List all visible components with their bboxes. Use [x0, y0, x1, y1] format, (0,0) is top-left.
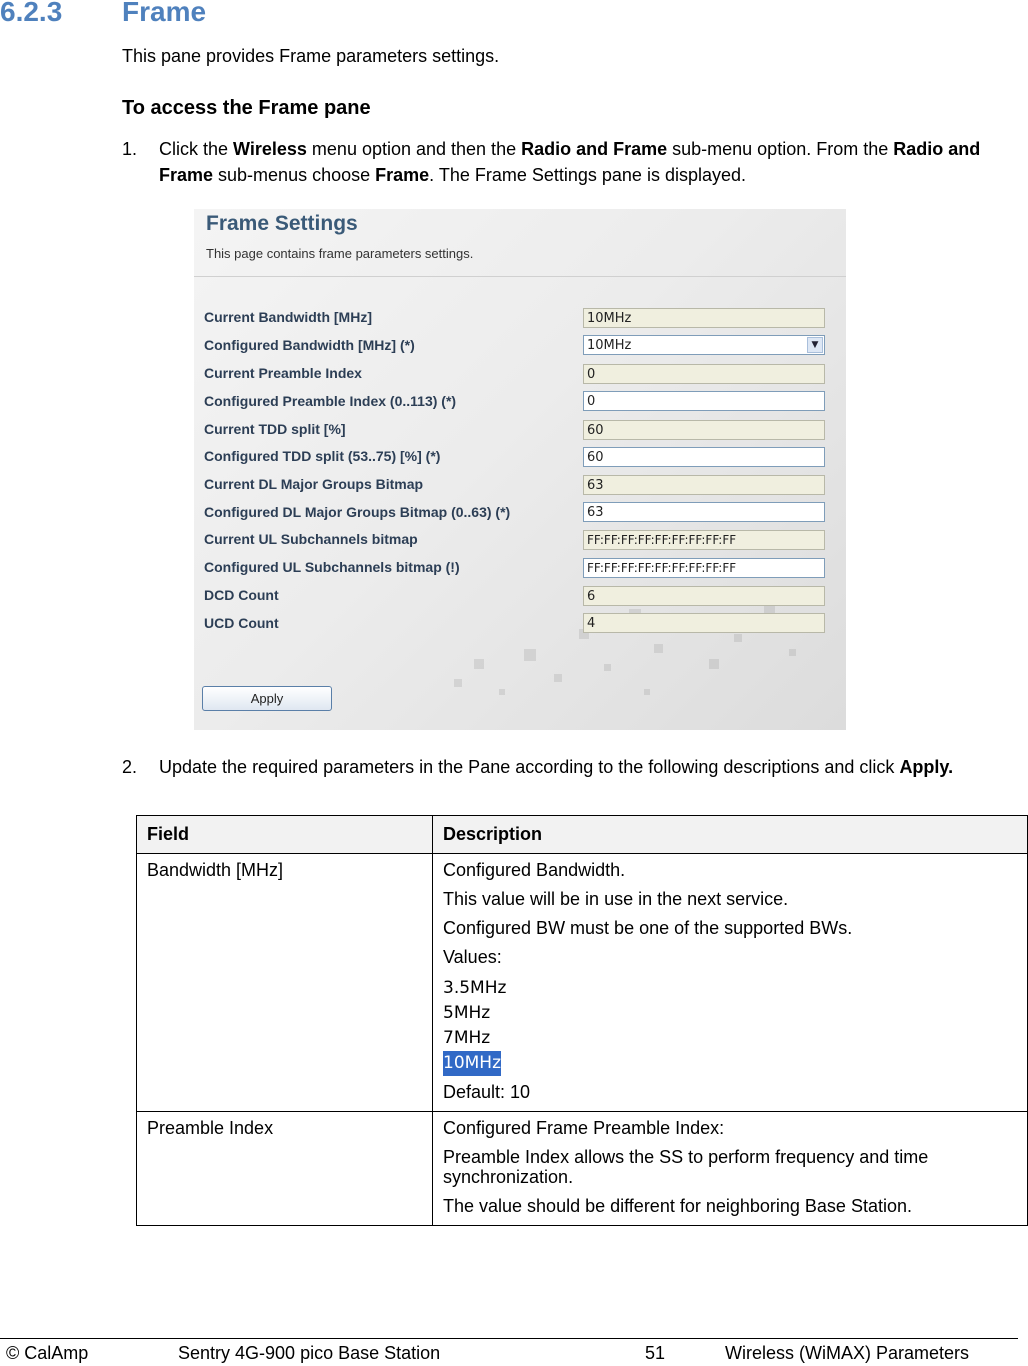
step-1 [122, 136, 1022, 188]
field-label: Configured Bandwidth [MHz] (*) [204, 337, 415, 353]
description-cell [433, 854, 1028, 1112]
parameters-table [136, 815, 1028, 1226]
procedure-heading: To access the Frame pane [122, 97, 371, 119]
field-label: Configured DL Major Groups Bitmap (0..63) (*) [204, 504, 511, 520]
table-row [137, 1112, 1028, 1226]
apply-button[interactable]: Apply [202, 686, 332, 711]
step-number: 2. [122, 757, 138, 777]
section-number: 6.2.3 [0, 0, 63, 27]
table-header-row [137, 816, 1028, 854]
configured-tdd-split-input[interactable]: 60 [583, 447, 825, 467]
header-field: Field [137, 816, 433, 854]
description-line: Configured BW must be one of the supported BWs. [443, 918, 853, 938]
bandwidth-values-list [443, 976, 1017, 1076]
configured-preamble-input[interactable]: 0 [583, 391, 825, 411]
description-line: Configured Frame Preamble Index: [443, 1118, 725, 1138]
description-line: The value should be different for neighboring Base Station. [443, 1196, 912, 1216]
frame-settings-screenshot [194, 209, 846, 730]
value-option: 5MHz [443, 1003, 491, 1023]
select-value: 10MHz [587, 338, 632, 353]
description-line: This value will be in use in the next service. [443, 889, 789, 909]
step-number: 1. [122, 139, 138, 159]
default-value: Default: 10 [443, 1082, 531, 1102]
step-1-text: Click the Wireless menu option and then the Radio and Frame sub-menu option. From the Radio and Frame sub-menus choose Frame. The Frame Settings pane is displayed. [159, 139, 981, 185]
section-title: Frame [122, 0, 207, 27]
description-cell [433, 1112, 1028, 1226]
footer-divider [0, 1338, 1018, 1339]
value-option: 3.5MHz [443, 978, 507, 998]
field-label: Current DL Major Groups Bitmap [204, 476, 424, 492]
field-label: Current Bandwidth [MHz] [204, 309, 372, 325]
configured-bandwidth-select[interactable] [583, 335, 825, 355]
current-dl-bitmap-field: 63 [583, 475, 825, 495]
field-label: DCD Count [204, 587, 279, 603]
footer-product: Sentry 4G-900 pico Base Station [178, 1343, 441, 1363]
header-description: Description [433, 816, 1028, 854]
field-cell: Preamble Index [137, 1112, 433, 1226]
configured-ul-bitmap-input[interactable]: FF:FF:FF:FF:FF:FF:FF:FF:FF [583, 558, 825, 578]
description-line: Preamble Index allows the SS to perform frequency and time synchronization. [443, 1147, 929, 1187]
footer-chapter: Wireless (WiMAX) Parameters [725, 1343, 970, 1363]
step-2 [122, 754, 1022, 780]
field-label: Configured UL Subchannels bitmap (!) [204, 559, 460, 575]
current-tdd-split-field: 60 [583, 420, 825, 440]
footer-page-number: 51 [645, 1343, 666, 1363]
value-option: 7MHz [443, 1028, 491, 1048]
field-label: UCD Count [204, 615, 279, 631]
table-row [137, 854, 1028, 1112]
intro-text: This pane provides Frame parameters settings. [122, 46, 500, 66]
configured-dl-bitmap-input[interactable]: 63 [583, 502, 825, 522]
field-label: Current TDD split [%] [204, 421, 346, 437]
chevron-down-icon[interactable]: ▼ [807, 337, 823, 353]
field-label: Configured TDD split (53..75) [%] (*) [204, 448, 441, 464]
description-line: Values: [443, 947, 502, 967]
ucd-count-field: 4 [583, 613, 825, 633]
dcd-count-field: 6 [583, 586, 825, 606]
field-label: Current Preamble Index [204, 365, 362, 381]
footer-copyright: © CalAmp [6, 1343, 89, 1363]
frame-settings-subtitle: This page contains frame parameters settings. [206, 246, 474, 261]
current-bandwidth-field: 10MHz [583, 308, 825, 328]
description-line: Configured Bandwidth. [443, 860, 626, 880]
divider [194, 276, 846, 277]
field-label: Current UL Subchannels bitmap [204, 531, 418, 547]
field-cell: Bandwidth [MHz] [137, 854, 433, 1112]
step-2-text: Update the required parameters in the Pane according to the following descriptions and click Apply. [159, 757, 954, 777]
field-label: Configured Preamble Index (0..113) (*) [204, 393, 457, 409]
decorative-dot-pattern [444, 589, 844, 729]
current-preamble-field: 0 [583, 364, 825, 384]
current-ul-bitmap-field: FF:FF:FF:FF:FF:FF:FF:FF:FF [583, 530, 825, 550]
frame-settings-title: Frame Settings [206, 212, 358, 235]
value-option-selected: 10MHz [443, 1051, 501, 1076]
